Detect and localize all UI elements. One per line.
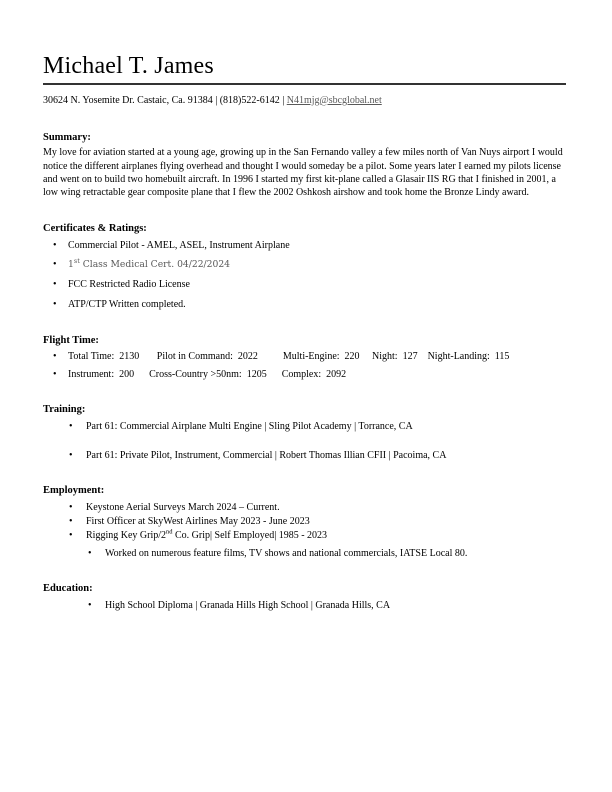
cert-item-commercial [53, 239, 566, 252]
contact-address-phone: 30624 N. Yosemite Dr. Castaic, Ca. 91384 | (818)522-6142 | [43, 94, 287, 106]
bullet-icon: • [53, 299, 57, 311]
cert-item-fcc [53, 278, 566, 291]
training-item [69, 420, 566, 433]
bullet-icon: • [53, 279, 57, 291]
person-name: Michael T. James [43, 53, 214, 79]
cert-item-atp [53, 298, 566, 311]
training-item [69, 449, 566, 462]
training-list [43, 420, 566, 462]
employment-item-skywest [69, 515, 566, 528]
certificates-heading: Certificates & Ratings: [43, 222, 147, 234]
section-flight-time [43, 334, 566, 381]
bullet-icon: • [69, 516, 73, 528]
bullet-icon: • [88, 547, 92, 559]
education-heading: Education: [43, 583, 93, 595]
section-education [43, 582, 566, 612]
header-rule [43, 83, 566, 85]
certificates-list [43, 239, 566, 312]
resume-header [43, 53, 566, 107]
flight-time-list [43, 350, 566, 381]
training-item-text: Part 61: Private Pilot, Instrument, Commercial | Robert Thomas Illian CFII | Pacoima, CA [86, 449, 447, 461]
cert-item-text: ATP/CTP Written completed. [68, 299, 186, 311]
bullet-icon: • [53, 239, 57, 251]
employment-heading: Employment: [43, 485, 105, 497]
employment-item-rigging [69, 529, 566, 542]
training-item-text: Part 61: Commercial Airplane Multi Engine | Sling Pilot Academy | Torrance, CA [86, 420, 413, 432]
flight-time-line-2 [53, 368, 566, 381]
summary-body: My love for aviation started at a young age, growing up in the San Fernando valley a few miles north of Van Nuys airport I would notice the different airplanes flying overhead and thought I would someday be a pilot. Some years later I earned my pilots license and went on to build two homebuilt aircraft. In 1996 I started my first kit-plane called a Glasair IIS RG that I finished in 2001, a low wing retractable gear composite plane that I flew the 2002 Oshkosh airshow and took home the Bronze Lindy award. [43, 147, 563, 199]
email-link[interactable]: N41mjg@sbcglobal.net [286, 94, 382, 106]
bullet-icon: • [69, 420, 73, 432]
cert-item-text: Commercial Pilot - AMEL, ASEL, Instrument Airplane [68, 239, 290, 251]
employment-sub-item [88, 547, 566, 560]
bullet-icon: • [69, 501, 73, 513]
education-item [88, 599, 566, 612]
contact-line [43, 94, 566, 107]
education-item-text: High School Diploma | Granada Hills High School | Granada Hills, CA [105, 599, 391, 611]
section-certificates [43, 222, 566, 312]
employment-sublist [43, 547, 566, 560]
bullet-icon: • [69, 530, 73, 542]
employment-item-text: Keystone Aerial Surveys March 2024 – Current. [86, 501, 280, 513]
employment-item-text: Rigging Key Grip/2nd Co. Grip| Self Employed| 1985 - 2023 [86, 529, 328, 542]
cert-item-text: FCC Restricted Radio License [68, 279, 190, 291]
flight-time-heading: Flight Time: [43, 334, 99, 346]
section-employment [43, 484, 566, 560]
summary-heading: Summary: [43, 131, 91, 143]
education-list [43, 599, 566, 612]
bullet-icon: • [53, 368, 57, 380]
flight-time-line-1 [53, 350, 566, 363]
bullet-icon: • [53, 351, 57, 363]
cert-item-text: 1st Class Medical Cert. 04/22/2024 [68, 257, 231, 271]
employment-list [43, 501, 566, 543]
employment-item-text: First Officer at SkyWest Airlines May 2023 - June 2023 [86, 516, 310, 528]
employment-item-keystone [69, 501, 566, 514]
flight-time-values: Instrument: 200 Cross-Country >50nm: 1205 Complex: 2092 [68, 368, 347, 380]
employment-sub-item-text: Worked on numerous feature films, TV shows and national commercials, IATSE Local 80. [105, 547, 468, 559]
cert-item-medical [53, 258, 566, 271]
training-heading: Training: [43, 404, 86, 416]
bullet-icon: • [88, 599, 92, 611]
section-training [43, 403, 566, 462]
bullet-icon: • [69, 449, 73, 461]
section-summary [43, 131, 566, 200]
bullet-icon: • [53, 259, 57, 271]
flight-time-values: Total Time: 2130 Pilot in Command: 2022 Multi-Engine: 220 Night: 127 Night-Landing: 115 [68, 351, 510, 363]
